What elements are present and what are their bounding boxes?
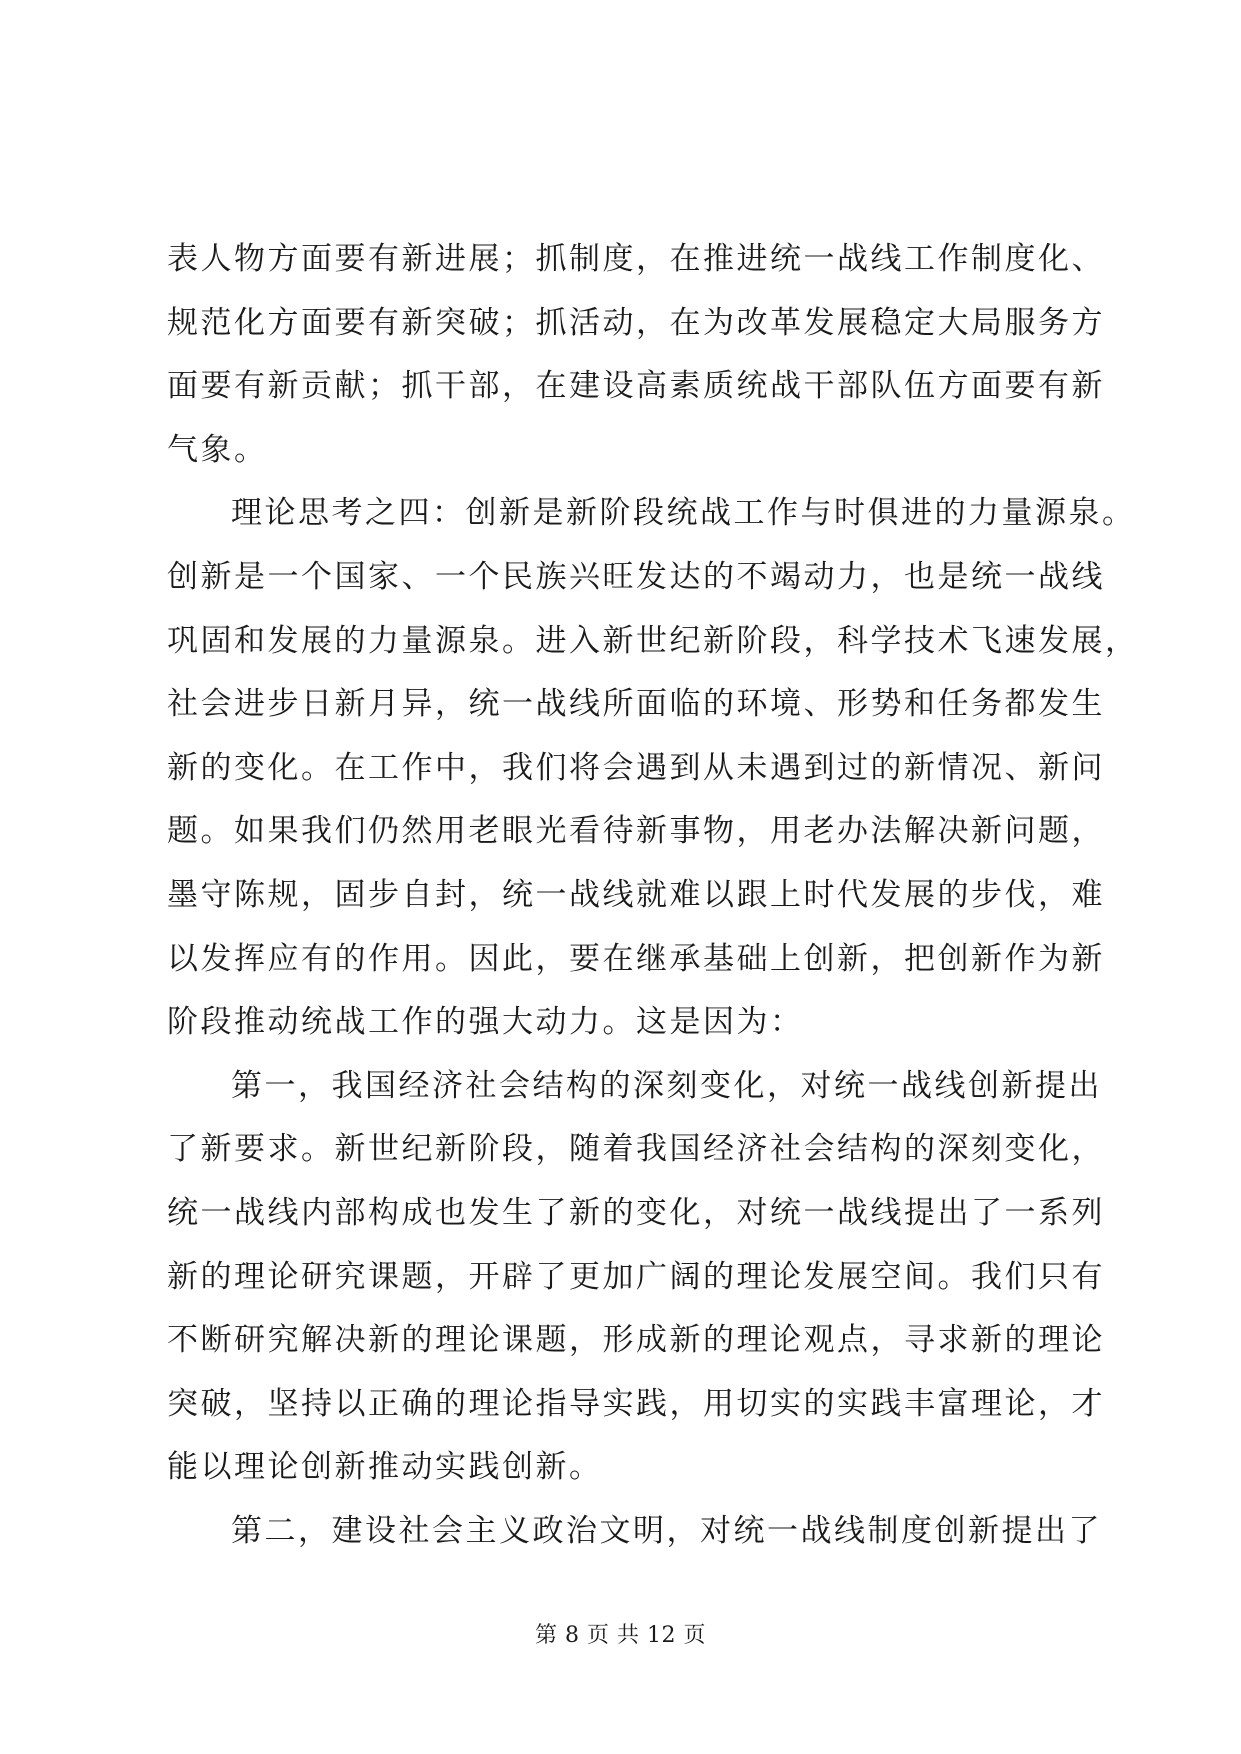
body-text (167, 228, 1139, 1563)
text-line: 题。如果我们仍然用老眼光看待新事物，用老办法解决新问题， (167, 813, 1105, 850)
text-line: 巩固和发展的力量源泉。进入新世纪新阶段，科学技术飞速发展， (167, 622, 1139, 659)
text-line: 统一战线内部构成也发生了新的变化，对统一战线提出了一系列 (167, 1194, 1105, 1231)
text-line: 突破，坚持以正确的理论指导实践，用切实的实践丰富理论，才 (167, 1385, 1105, 1422)
text-line: 第一，我国经济社会结构的深刻变化，对统一战线创新提出 (231, 1067, 1102, 1104)
text-line: 气象。 (167, 431, 268, 468)
text-line: 新的理论研究课题，开辟了更加广阔的理论发展空间。我们只有 (167, 1258, 1105, 1295)
text-line: 能以理论创新推动实践创新。 (167, 1449, 603, 1486)
text-line: 表人物方面要有新进展；抓制度，在推进统一战线工作制度化、 (167, 241, 1105, 277)
text-line: 了新要求。新世纪新阶段，随着我国经济社会结构的深刻变化， (167, 1131, 1105, 1168)
text-line: 规范化方面要有新突破；抓活动，在为改革发展稳定大局服务方 (167, 304, 1105, 341)
page-footer: 第 8 页 共 12 页 (535, 1623, 706, 1648)
text-line: 以发挥应有的作用。因此，要在继承基础上创新，把创新作为新 (167, 940, 1105, 977)
text-line: 第二，建设社会主义政治文明，对统一战线制度创新提出了 (231, 1512, 1102, 1549)
text-line: 阶段推动统战工作的强大动力。这是因为： (167, 1004, 804, 1041)
text-line: 创新是一个国家、一个民族兴旺发达的不竭动力，也是统一战线 (167, 558, 1105, 595)
text-line: 社会进步日新月异，统一战线所面临的环境、形势和任务都发生 (167, 686, 1105, 723)
text-line: 面要有新贡献；抓干部，在建设高素质统战干部队伍方面要有新 (167, 368, 1105, 405)
text-line: 不断研究解决新的理论课题，形成新的理论观点，寻求新的理论 (167, 1322, 1105, 1359)
text-line: 新的变化。在工作中，我们将会遇到从未遇到过的新情况、新问 (167, 749, 1105, 786)
text-line: 理论思考之四：创新是新阶段统战工作与时俱进的力量源泉。 (231, 495, 1136, 532)
text-line: 墨守陈规，固步自封，统一战线就难以跟上时代发展的步伐，难 (167, 876, 1105, 913)
